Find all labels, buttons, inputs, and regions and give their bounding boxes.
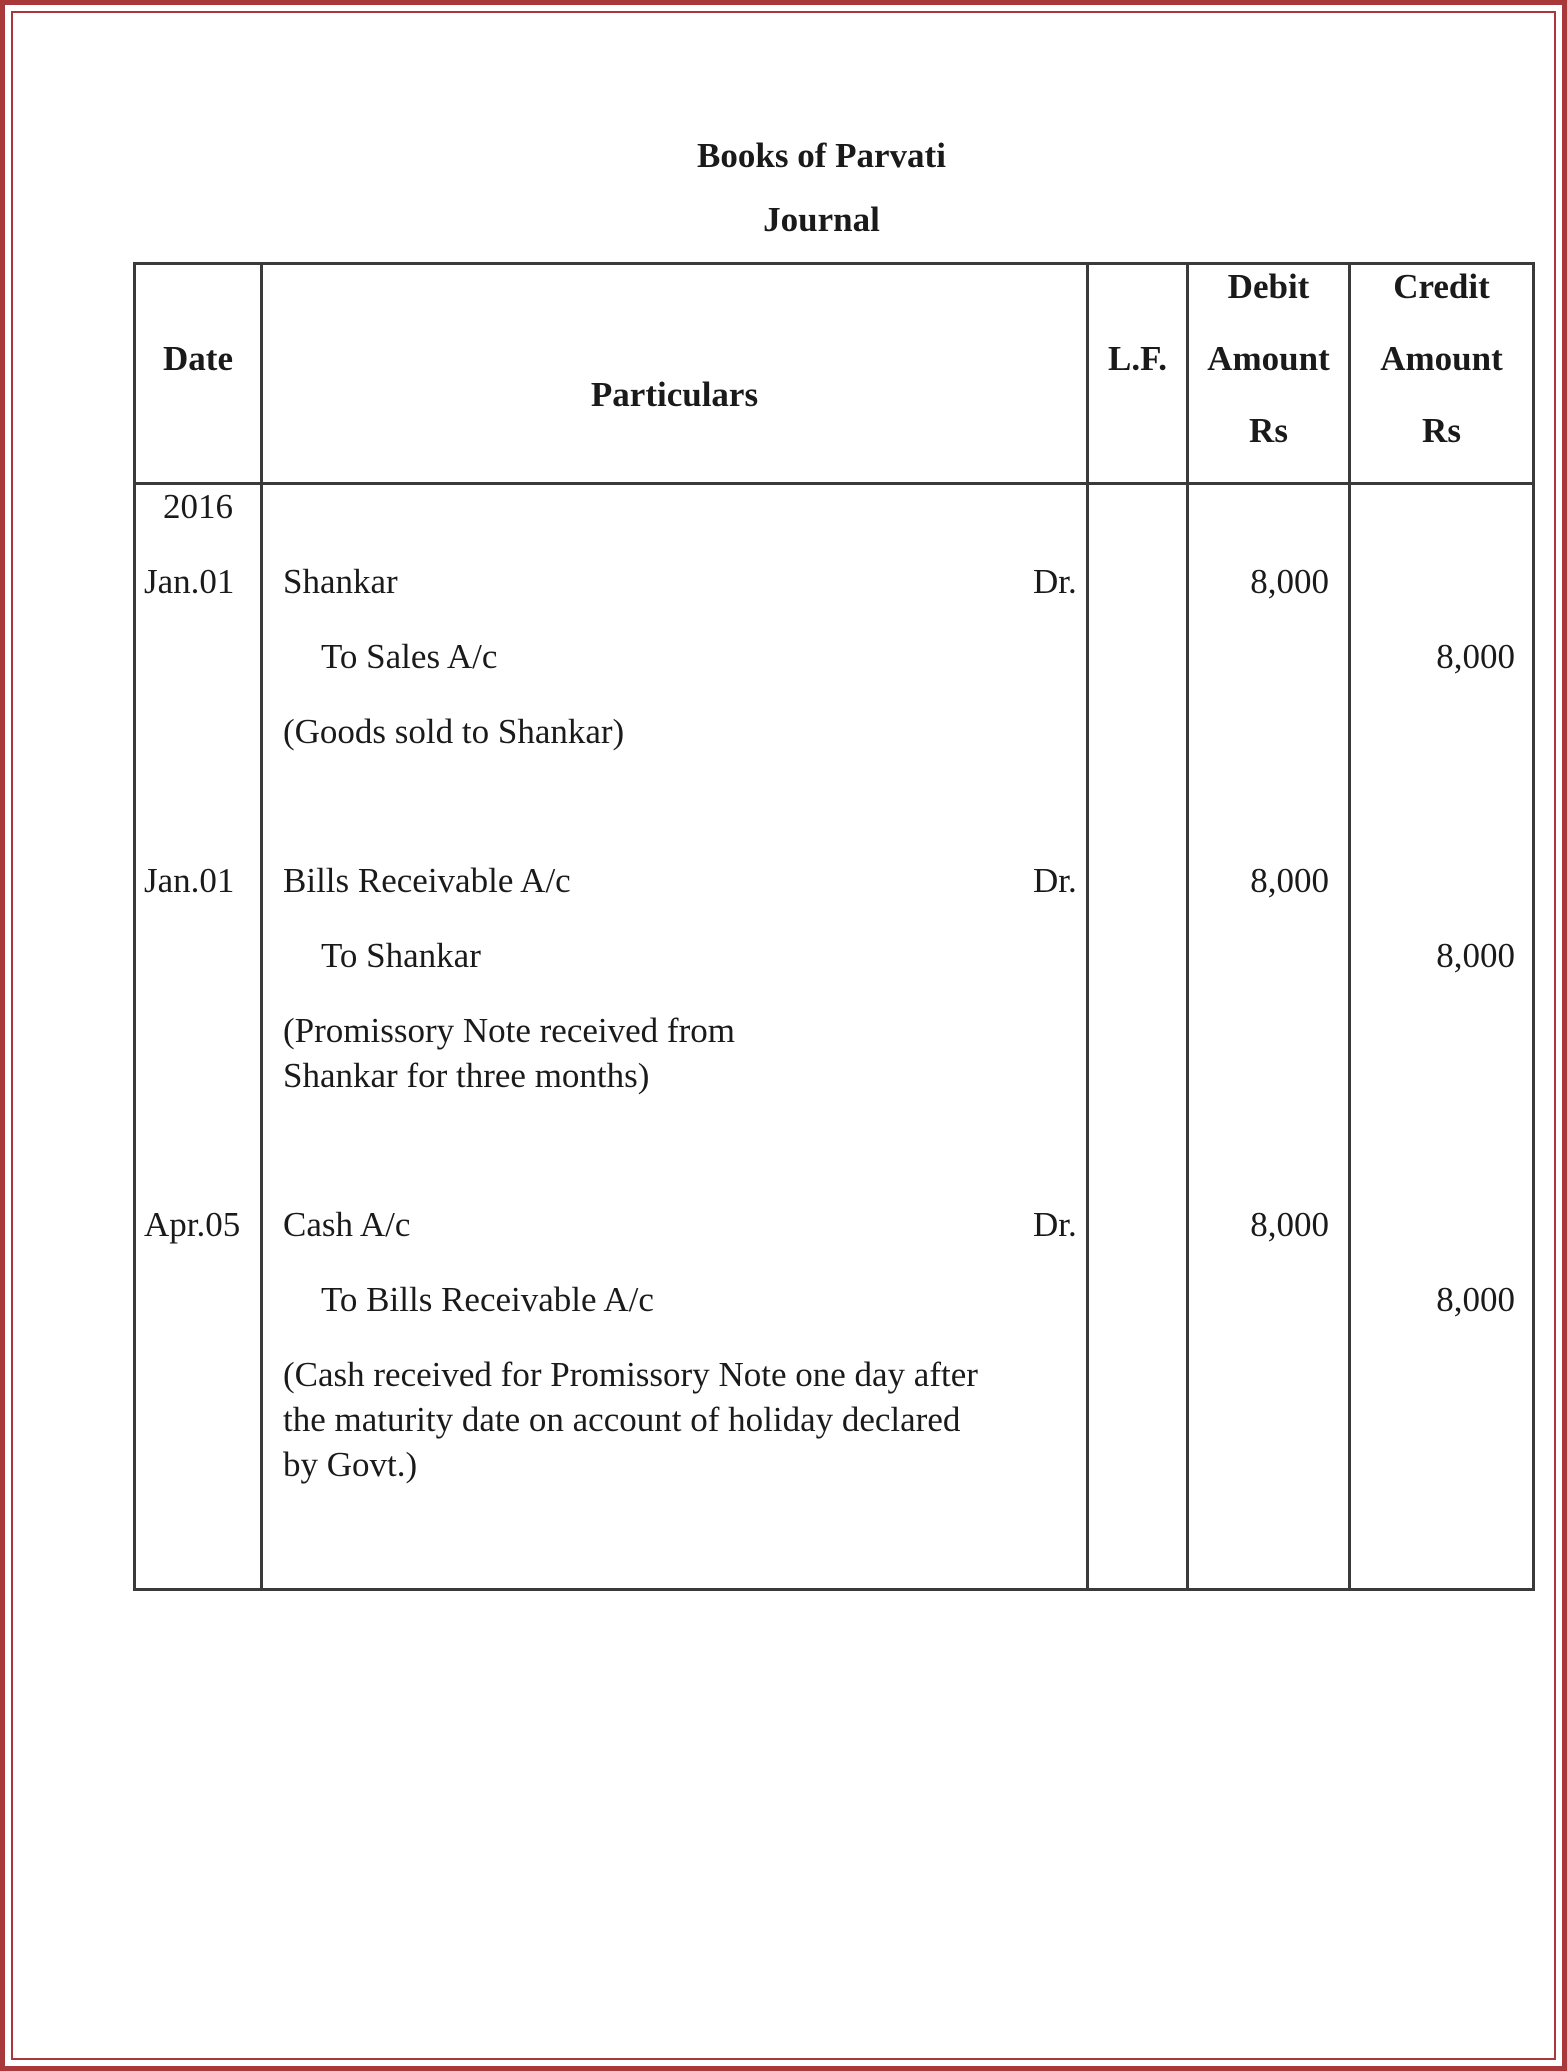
header-credit-line2: Amount — [1380, 339, 1503, 378]
narration: (Goods sold to Shankar) — [283, 712, 625, 751]
entry-date: Apr.05 — [144, 1205, 241, 1244]
dr-marker: Dr. — [1033, 861, 1077, 900]
narration-line-1: (Promissory Note received from — [283, 1011, 735, 1050]
debit-account: Cash A/c — [283, 1205, 411, 1244]
narration-line-3: by Govt.) — [283, 1445, 418, 1484]
dr-marker: Dr. — [1033, 1205, 1077, 1244]
debit-amount: 8,000 — [1250, 1205, 1329, 1244]
journal-table — [133, 262, 1535, 1591]
header-divider — [136, 482, 1532, 485]
dr-marker: Dr. — [1033, 562, 1077, 601]
header-debit-line1: Debit — [1227, 267, 1310, 306]
header-credit-line3: Rs — [1422, 411, 1461, 450]
narration-line-1: (Cash received for Promissory Note one day after — [283, 1355, 978, 1394]
debit-amount: 8,000 — [1250, 562, 1329, 601]
journal-title: Journal — [763, 200, 880, 239]
credit-account: To Shankar — [321, 936, 481, 975]
debit-account: Bills Receivable A/c — [283, 861, 571, 900]
credit-account: To Bills Receivable A/c — [321, 1280, 654, 1319]
header-credit-line1: Credit — [1393, 267, 1490, 306]
divider-date — [260, 265, 263, 1588]
credit-amount: 8,000 — [1436, 936, 1515, 975]
narration-line-2: the maturity date on account of holiday declared — [283, 1400, 961, 1439]
header-particulars: Particulars — [590, 375, 759, 414]
credit-amount: 8,000 — [1436, 1280, 1515, 1319]
narration-line-2: Shankar for three months) — [283, 1056, 650, 1095]
debit-account: Shankar — [283, 562, 398, 601]
header-debit-line2: Amount — [1207, 339, 1330, 378]
divider-lf — [1186, 265, 1189, 1588]
entry-date: Jan.01 — [144, 861, 235, 900]
header-lf: L.F. — [1107, 339, 1167, 378]
book-title: Books of Parvati — [697, 136, 946, 175]
header-date: Date — [163, 339, 233, 378]
year-label: 2016 — [163, 487, 233, 526]
credit-account: To Sales A/c — [321, 637, 498, 676]
entry-date: Jan.01 — [144, 562, 235, 601]
divider-particulars — [1086, 265, 1089, 1588]
header-debit-line3: Rs — [1249, 411, 1288, 450]
debit-amount: 8,000 — [1250, 861, 1329, 900]
divider-debit — [1348, 265, 1351, 1588]
credit-amount: 8,000 — [1436, 637, 1515, 676]
